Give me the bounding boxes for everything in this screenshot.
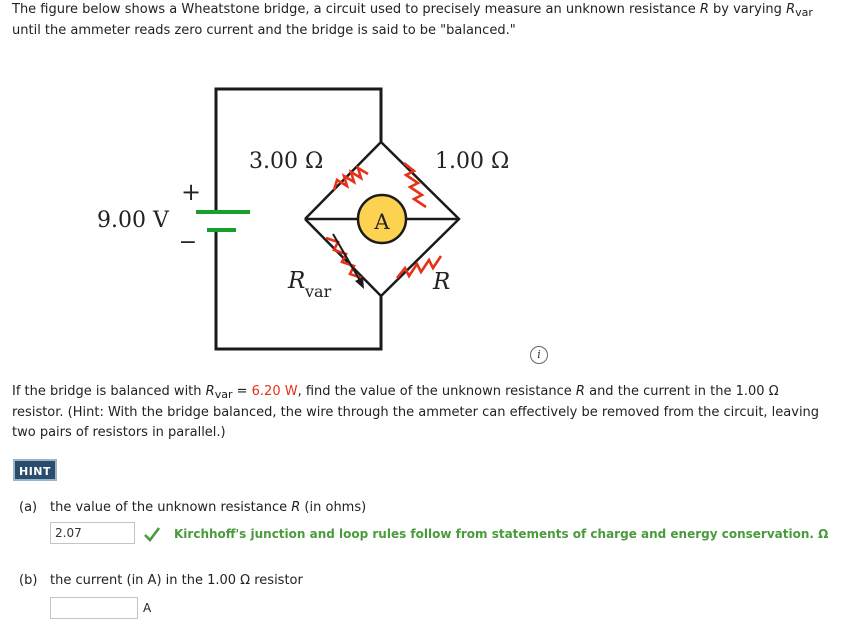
- rvar-label-main: R: [288, 268, 306, 294]
- problem-line-2: resistor. (Hint: With the bridge balanced, the wire through the ammeter can effectively be removed from the circuit, leaving: [12, 405, 820, 420]
- battery-label: 9.00 V: [97, 208, 169, 233]
- part-a-feedback: Kirchhoff's junction and loop rules follow from statements of charge and energy conservation. Ω: [174, 527, 829, 541]
- resistor-3-ohm: [334, 168, 368, 190]
- battery-plus-sign: +: [180, 178, 202, 206]
- part-b-unit: A: [143, 601, 152, 615]
- intro-line-1: The figure below shows a Wheatstone bridge, a circuit used to precisely measure an unknown resistance R by varying $R_{var}$: [12, 2, 813, 19]
- part-b-label: (b): [19, 573, 38, 588]
- resistor-1-ohm-label: 1.00 Ω: [435, 149, 510, 174]
- problem-line-3: two pairs of resistors in parallel.): [12, 425, 226, 440]
- intro-line-2: until the ammeter reads zero current and the bridge is said to be "balanced.": [12, 23, 516, 38]
- info-icon[interactable]: i: [530, 346, 548, 364]
- part-b-answer-input[interactable]: [50, 597, 138, 619]
- part-a-answer-input[interactable]: 2.07: [50, 522, 135, 544]
- problem-line-1: If the bridge is balanced with $R_{var} = 6.20$ W, find the value of the unknown resistance R and the current in the 1.00 Ω: [12, 384, 779, 401]
- rvar-label-sub: var: [305, 282, 332, 301]
- battery-minus-sign: −: [178, 230, 198, 255]
- variable-arrow: [333, 234, 362, 284]
- r-label: R: [433, 269, 451, 295]
- part-a-question: the value of the unknown resistance R (in ohms): [50, 500, 367, 515]
- part-a-label: (a): [19, 500, 38, 515]
- part-b-question: the current (in A) in the 1.00 Ω resistor: [50, 573, 303, 588]
- rvar-value: 6.20 W: [251, 384, 298, 399]
- resistor-3-ohm-label: 3.00 Ω: [249, 149, 324, 174]
- ammeter-label: A: [374, 210, 390, 234]
- checkmark-icon: [143, 526, 161, 542]
- hint-button[interactable]: HINT: [13, 459, 57, 481]
